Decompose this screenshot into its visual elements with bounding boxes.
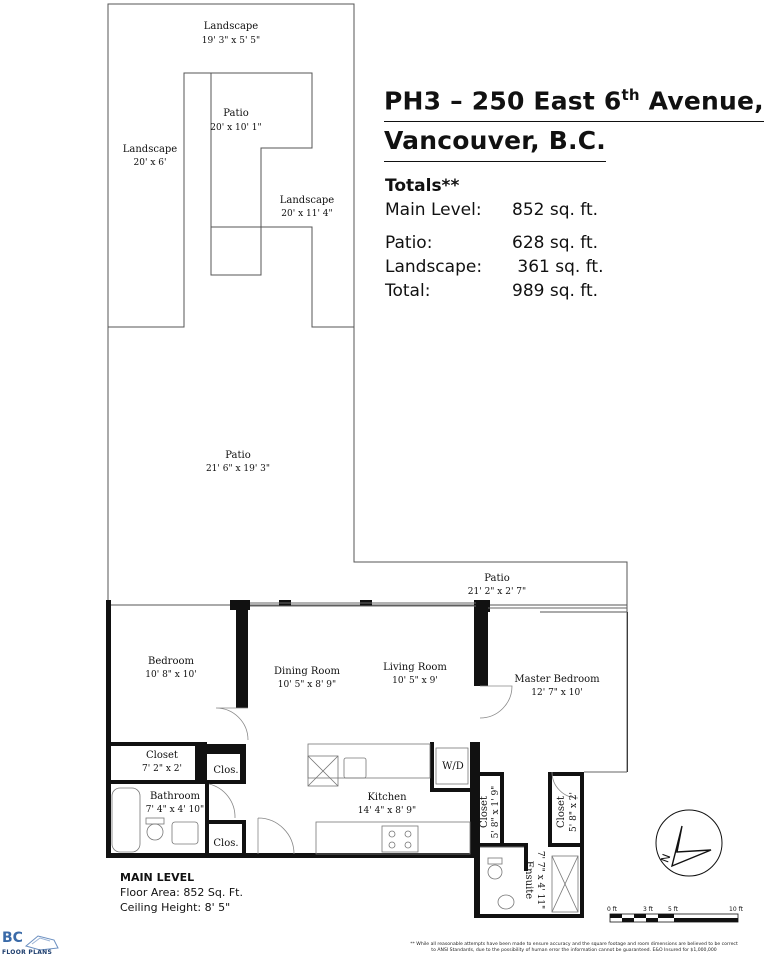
dining-name: Dining Room: [274, 666, 340, 677]
compass-ring: [656, 810, 722, 876]
master-name: Master Bedroom: [514, 674, 600, 685]
door-bedroom: [216, 708, 248, 740]
burner-2: [405, 831, 411, 837]
scale-seg-5: [658, 914, 674, 918]
wall-ensuite-outer-left: [474, 742, 480, 918]
wall-closet-v2-left: [548, 772, 552, 846]
totals-label: Landscape:: [385, 257, 483, 277]
wall-living-master-cap: [474, 600, 490, 612]
scale-bar: [607, 906, 744, 922]
scale-seg-2: [622, 918, 634, 922]
living-name: Living Room: [383, 662, 447, 673]
ensuite-dim: 7' 7" x 4' 11": [535, 850, 545, 910]
landscape-top-dim: 19' 3" x 5' 5": [201, 36, 261, 46]
wd-name: W/D: [442, 761, 464, 772]
wall-closet-v2-top: [548, 772, 584, 776]
wall-bath-right: [205, 780, 209, 858]
compass-needle: [672, 826, 711, 866]
bc-floor-plans-logo: [2, 930, 64, 960]
wall-bath-top: [111, 780, 207, 784]
clos-upper-name: Clos.: [213, 765, 239, 776]
totals-panel: [385, 174, 603, 303]
totals-row-patio: [385, 231, 603, 255]
closet-v2-dim: 5' 8" x 2': [569, 792, 579, 832]
landscape-right-name: Landscape: [279, 195, 335, 206]
landscape-left-dim: 20' x 6': [133, 158, 167, 168]
landscape-top-name: Landscape: [203, 21, 259, 32]
wall-ensuite-bottom: [474, 914, 584, 918]
burner-4: [405, 842, 411, 848]
kitchen-counter-top: [308, 744, 430, 778]
door-entry: [258, 818, 294, 854]
scale-tick-5: 5 ft: [667, 906, 679, 913]
property-title: [384, 76, 764, 162]
wall-living-master: [474, 600, 488, 686]
wall-clos-lower-top: [207, 820, 245, 824]
wall-wd-left: [430, 742, 434, 790]
title-line-1: [384, 76, 764, 122]
patio-upper-name: Patio: [223, 108, 249, 119]
floor-area: Floor Area: 852 Sq. Ft.: [120, 886, 243, 899]
ensuite-toilet-lower: [498, 895, 514, 909]
ceiling-height: Ceiling Height: 8' 5": [120, 901, 231, 914]
bath-toilet-tank: [146, 818, 164, 824]
closet-v2-name: Closet: [556, 796, 567, 828]
burner-3: [389, 842, 395, 848]
compass: [656, 810, 722, 876]
clos-lower-name: Clos.: [213, 838, 239, 849]
main-level-info: [120, 870, 243, 915]
patio-strip-dim: 21' 2" x 2' 7": [467, 587, 527, 597]
ensuite-toilet-tank: [488, 858, 502, 864]
scale-tick-3: 3 ft: [642, 906, 654, 913]
door-master: [480, 686, 512, 718]
bathroom-dim: 7' 4" x 4' 10": [145, 805, 205, 815]
totals-value: 628 sq. ft.: [512, 233, 599, 253]
title-unit: PH3 – 250 East 6: [384, 86, 622, 116]
wall-clos-upper-right: [240, 744, 246, 784]
living-dim: 10' 5" x 9': [392, 676, 438, 686]
totals-value: 989 sq. ft.: [512, 281, 599, 301]
kitchen-dim: 14' 4" x 8' 9": [357, 806, 417, 816]
cooktop: [382, 826, 418, 852]
totals-value: 852 sq. ft.: [512, 200, 599, 220]
bath-sink: [172, 822, 198, 844]
scale-seg-1: [610, 914, 622, 918]
wall-left: [106, 600, 111, 858]
ensuite-toilet-bowl: [488, 865, 502, 879]
bedroom-dim: 10' 8" x 10': [145, 670, 197, 680]
landscape-right-dim: 20' x 11' 4": [281, 209, 333, 219]
totals-label: Main Level:: [385, 200, 482, 220]
kitchen-sink: [344, 758, 366, 778]
main-level-heading: MAIN LEVEL: [120, 871, 195, 884]
disclaimer-text: ** While all reasonable attempts have been made to ensure accuracy and the square footage and room dimensions are believed to be correct to ANSI Standards, due to the possibility of human error the information cannot be guaranteed. E&O Insured for $1,000,000: [410, 942, 738, 953]
totals-gap: [385, 222, 603, 231]
title-street-end: Avenue,: [639, 86, 764, 116]
scale-seg-4: [646, 918, 658, 922]
closet-name: Closet: [146, 750, 178, 761]
totals-value: 361 sq. ft.: [512, 257, 604, 277]
compass-north-label: N: [658, 852, 674, 865]
closet-v1-dim: 5' 8" x 1' 9": [491, 785, 501, 839]
door-bath: [209, 784, 235, 818]
wall-clos-upper-top: [207, 744, 245, 754]
title-ordinal: th: [621, 86, 640, 104]
title-city: Vancouver, B.C.: [384, 122, 606, 162]
wall-closet-right: [195, 742, 207, 780]
totals-row-total: [385, 279, 603, 303]
totals-label: Patio:: [385, 233, 433, 253]
patio-upper-boundary: [211, 73, 261, 275]
dining-dim: 10' 5" x 8' 9": [277, 680, 337, 690]
wall-closet-top: [111, 742, 207, 746]
kitchen-name: Kitchen: [367, 792, 407, 803]
bath-toilet-bowl: [147, 824, 163, 840]
wall-bedroom-dining: [236, 600, 248, 708]
logo-mark: BC: [2, 930, 23, 946]
closet-v1-name: Closet: [479, 796, 490, 828]
patio-upper-dim: 20' x 10' 1": [210, 123, 262, 133]
ensuite-name: Ensuite: [523, 860, 534, 900]
wall-clos-lower-right: [242, 820, 246, 858]
kitchen-counter-bottom: [316, 822, 470, 854]
patio-large-name: Patio: [225, 450, 251, 461]
burner-1: [389, 831, 395, 837]
landscape-left-name: Landscape: [122, 144, 178, 155]
scale-seg-3: [634, 914, 646, 918]
patio-strip-name: Patio: [484, 573, 510, 584]
totals-label: Total:: [385, 281, 431, 301]
wall-closet-v1-bottom: [480, 843, 528, 847]
totals-row-landscape: [385, 255, 603, 279]
patio-large-dim: 21' 6" x 19' 3": [205, 464, 271, 474]
wall-closet-v2-bottom: [548, 843, 584, 847]
bathtub: [112, 788, 140, 852]
closet-dim: 7' 2" x 2': [142, 764, 182, 774]
bedroom-name: Bedroom: [148, 656, 194, 667]
scale-seg-6: [674, 918, 738, 922]
wall-wd-bottom: [430, 788, 476, 792]
wall-clos-mid: [207, 780, 245, 784]
scale-tick-10: 10 ft: [729, 906, 743, 913]
door-swings: [209, 686, 578, 854]
bathroom-name: Bathroom: [149, 791, 201, 802]
logo-text: FLOOR PLANS: [2, 949, 53, 956]
scale-tick-0: 0 ft: [606, 906, 618, 913]
master-dim: 12' 7" x 10': [531, 688, 583, 698]
totals-row-main: [385, 198, 603, 222]
totals-heading: Totals**: [385, 176, 460, 196]
wall-left-bottom: [106, 853, 294, 858]
